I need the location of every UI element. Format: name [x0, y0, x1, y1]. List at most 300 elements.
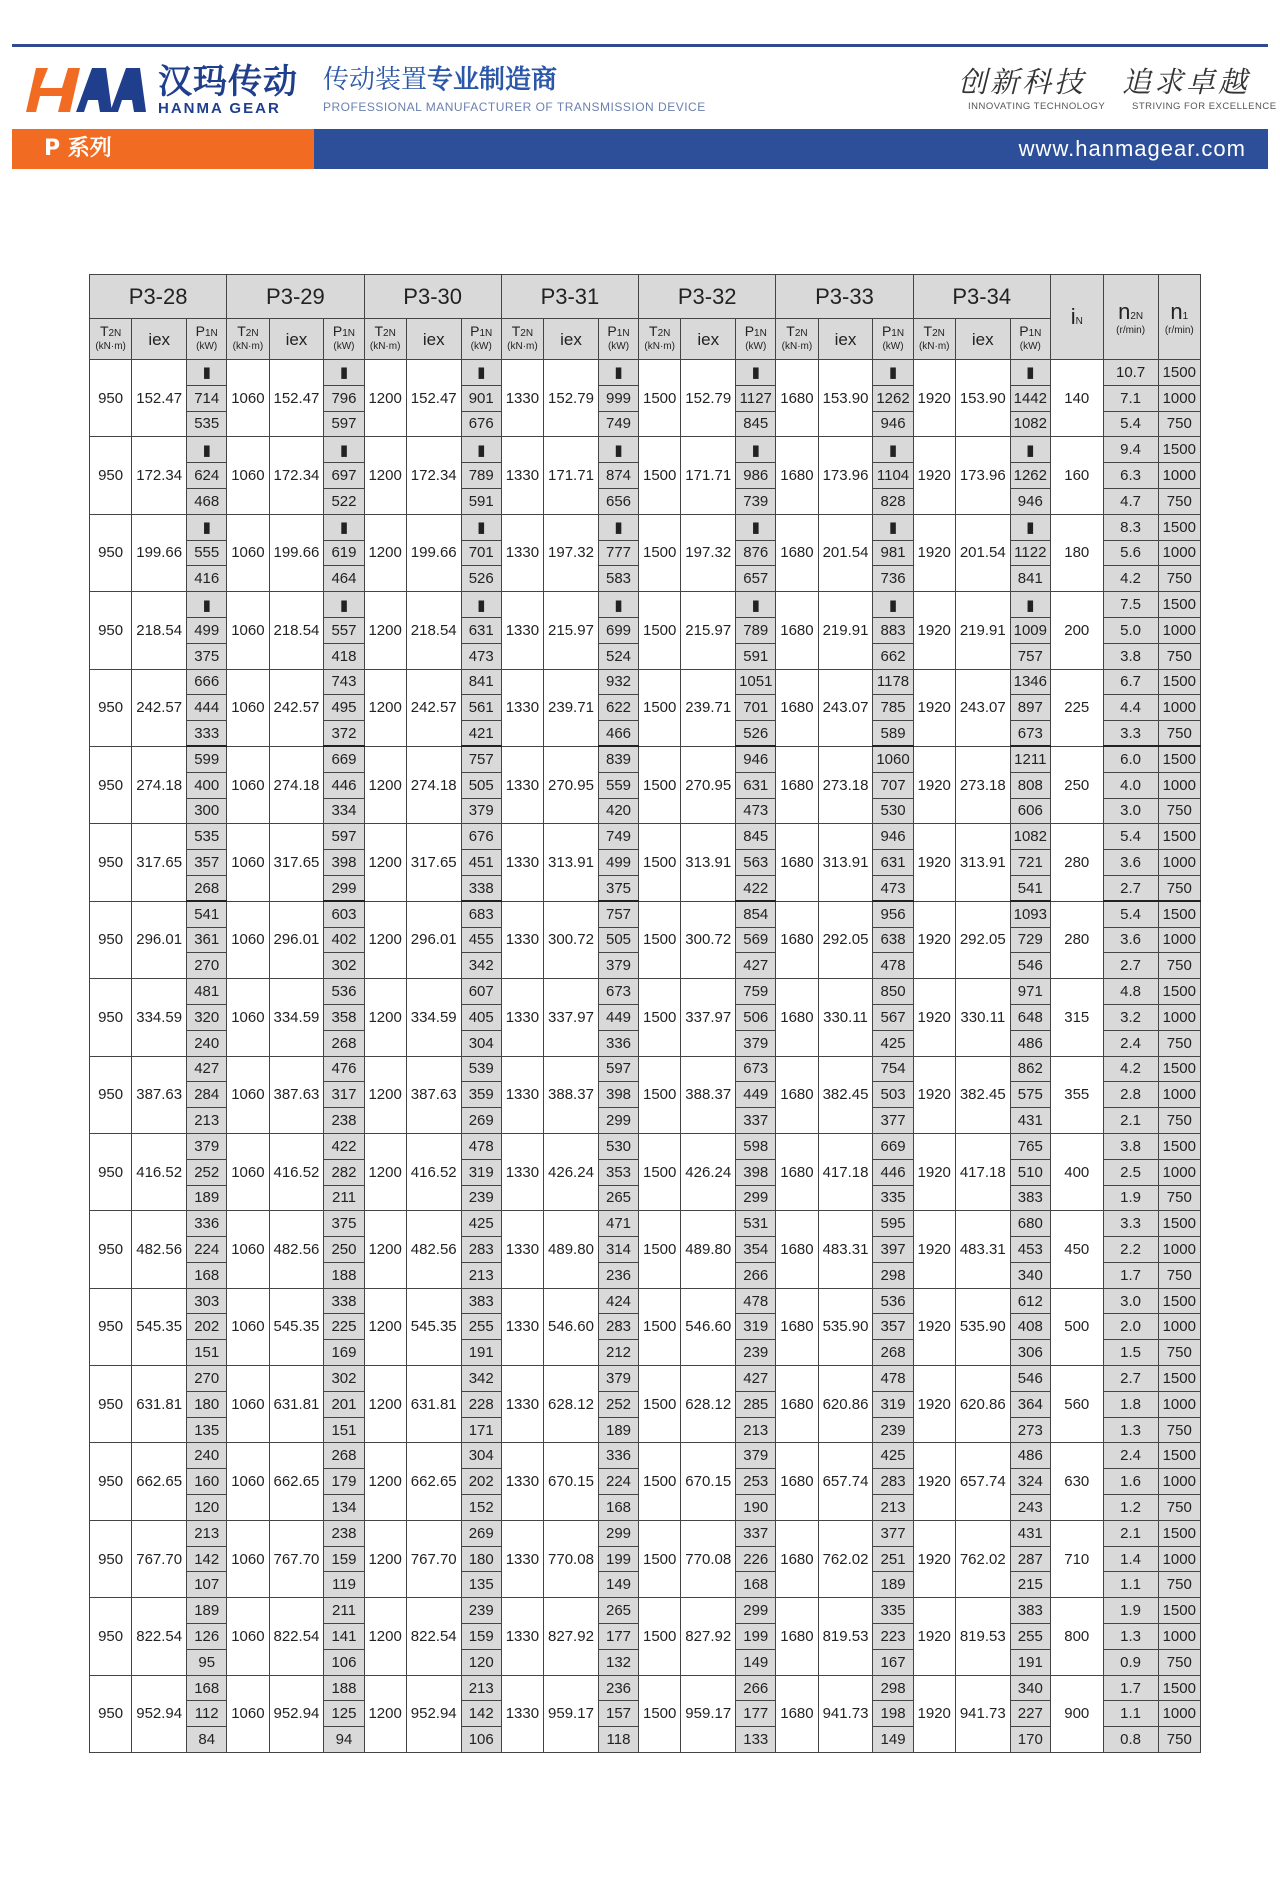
table-row: [90, 979, 1201, 1005]
cell-t2n: 1330: [501, 1598, 543, 1675]
cell-p1n: 255: [1010, 1624, 1050, 1650]
cell-iex: 317.65: [269, 824, 324, 901]
cell-p1n: 400: [187, 772, 227, 798]
cell-p1n: 120: [461, 1649, 501, 1675]
cell-n2n: 2.2: [1103, 1237, 1158, 1263]
cell-iex: 628.12: [544, 1366, 599, 1443]
cell-t2n: 950: [90, 360, 132, 437]
cell-p1n: 250: [324, 1237, 364, 1263]
cell-iex: 382.45: [955, 1056, 1010, 1133]
cell-p1n: 424: [598, 1288, 638, 1314]
cell-t2n: 1920: [913, 1443, 955, 1520]
cell-p1n: 845: [736, 411, 776, 437]
cell-t2n: 1200: [364, 1598, 406, 1675]
cell-p1n: 701: [461, 540, 501, 566]
cell-iex: 199.66: [132, 514, 187, 591]
cell-p1n: 1082: [1010, 411, 1050, 437]
cell-iex: 296.01: [269, 901, 324, 978]
cell-p1n: 213: [461, 1262, 501, 1288]
cell-p1n: 236: [598, 1262, 638, 1288]
cell-p1n: 739: [736, 488, 776, 514]
cell-p1n: 383: [461, 1288, 501, 1314]
cell-t2n: 950: [90, 592, 132, 669]
cell-iex: 416.52: [269, 1133, 324, 1210]
cell-n2n: 2.7: [1103, 953, 1158, 979]
cell-iex: 489.80: [681, 1211, 736, 1288]
cell-iex: 218.54: [406, 592, 461, 669]
cell-t2n: 950: [90, 1443, 132, 1520]
cell-p1n: 126: [187, 1624, 227, 1650]
cell-p1n: 471: [598, 1211, 638, 1237]
cell-iex: 218.54: [269, 592, 324, 669]
cell-p1n: 357: [187, 850, 227, 876]
cell-t2n: 1500: [639, 669, 681, 746]
cell-iex: 382.45: [818, 1056, 873, 1133]
cell-t2n: 1680: [776, 1133, 818, 1210]
cell-p1n: 253: [736, 1469, 776, 1495]
cell-p1n: 189: [598, 1417, 638, 1443]
cell-iex: 239.71: [681, 669, 736, 746]
cell-iex: 274.18: [406, 746, 461, 823]
slogan-innovating-cn: 创新科技: [958, 65, 1087, 99]
cell-p1n: ▮: [736, 437, 776, 463]
cell-iex: 274.18: [132, 746, 187, 823]
cell-p1n: 1009: [1010, 617, 1050, 643]
cell-t2n: 1920: [913, 979, 955, 1056]
cell-t2n: 1680: [776, 514, 818, 591]
cell-n2n: 2.1: [1103, 1520, 1158, 1546]
cell-t2n: 1330: [501, 1675, 543, 1752]
table-row: [90, 901, 1201, 927]
cell-t2n: 950: [90, 1598, 132, 1675]
cell-p1n: 956: [873, 901, 913, 927]
col-iex-header: iex: [955, 319, 1010, 360]
cell-iex: 313.91: [544, 824, 599, 901]
cell-p1n: 874: [598, 463, 638, 489]
cell-t2n: 1680: [776, 437, 818, 514]
col-t2n-header: T2N (kN·m): [364, 319, 406, 360]
cell-p1n: 789: [461, 463, 501, 489]
header-top-rule: [12, 44, 1268, 47]
cell-t2n: 1200: [364, 592, 406, 669]
col-in-header: iN: [1050, 275, 1103, 360]
cell-p1n: 598: [736, 1133, 776, 1159]
tagline-cn-part-b: 专业制造商: [427, 65, 558, 95]
cell-n2n: 3.3: [1103, 721, 1158, 747]
cell-t2n: 1500: [639, 437, 681, 514]
cell-p1n: ▮: [736, 514, 776, 540]
cell-p1n: 971: [1010, 979, 1050, 1005]
cell-n2n: 3.6: [1103, 850, 1158, 876]
cell-p1n: 425: [873, 1443, 913, 1469]
cell-n2n: 1.8: [1103, 1391, 1158, 1417]
cell-iex: 767.70: [269, 1520, 324, 1597]
cell-n2n: 3.0: [1103, 798, 1158, 824]
cell-t2n: 1680: [776, 360, 818, 437]
cell-iex: 313.91: [681, 824, 736, 901]
cell-p1n: 167: [873, 1649, 913, 1675]
cell-p1n: 252: [598, 1391, 638, 1417]
cell-p1n: 699: [598, 617, 638, 643]
cell-t2n: 1680: [776, 1520, 818, 1597]
cell-t2n: 1500: [639, 1056, 681, 1133]
cell-p1n: 359: [461, 1082, 501, 1108]
cell-p1n: 561: [461, 695, 501, 721]
cell-p1n: 631: [461, 617, 501, 643]
cell-p1n: 199: [736, 1624, 776, 1650]
cell-n2n: 4.8: [1103, 979, 1158, 1005]
cell-p1n: 160: [187, 1469, 227, 1495]
cell-iex: 770.08: [544, 1520, 599, 1597]
cell-p1n: 238: [324, 1108, 364, 1134]
cell-p1n: 141: [324, 1624, 364, 1650]
website-link[interactable]: www.hanmagear.com: [1018, 136, 1246, 161]
cell-t2n: 1500: [639, 1133, 681, 1210]
cell-p1n: 1082: [1010, 824, 1050, 850]
cell-p1n: 157: [598, 1701, 638, 1727]
cell-t2n: 1060: [227, 1288, 269, 1365]
cell-p1n: 191: [1010, 1649, 1050, 1675]
cell-n1: 1000: [1158, 695, 1200, 721]
cell-p1n: 251: [873, 1546, 913, 1572]
cell-n2n: 3.8: [1103, 1133, 1158, 1159]
cell-p1n: 638: [873, 927, 913, 953]
cell-p1n: 239: [461, 1185, 501, 1211]
cell-t2n: 1500: [639, 1443, 681, 1520]
cell-p1n: ▮: [461, 592, 501, 618]
cell-p1n: 282: [324, 1159, 364, 1185]
cell-iex: 670.15: [544, 1443, 599, 1520]
col-p1n-header: P1N (kW): [461, 319, 501, 360]
cell-p1n: 383: [1010, 1598, 1050, 1624]
cell-t2n: 1920: [913, 514, 955, 591]
cell-p1n: 319: [461, 1159, 501, 1185]
cell-p1n: 673: [736, 1056, 776, 1082]
cell-t2n: 1200: [364, 1675, 406, 1752]
cell-n1: 1000: [1158, 385, 1200, 411]
cell-p1n: 398: [736, 1159, 776, 1185]
cell-p1n: 408: [1010, 1314, 1050, 1340]
cell-n1: 1500: [1158, 514, 1200, 540]
cell-p1n: 299: [736, 1598, 776, 1624]
cell-p1n: 422: [736, 875, 776, 901]
cell-iex: 172.34: [132, 437, 187, 514]
cell-iex: 952.94: [132, 1675, 187, 1752]
cell-p1n: 599: [187, 746, 227, 772]
cell-iex: 483.31: [955, 1211, 1010, 1288]
col-p1n-header: P1N (kW): [1010, 319, 1050, 360]
cell-p1n: 569: [736, 927, 776, 953]
cell-p1n: 468: [187, 488, 227, 514]
cell-iex: 201.54: [955, 514, 1010, 591]
table-row: [90, 360, 1201, 386]
cell-iex: 767.70: [132, 1520, 187, 1597]
cell-t2n: 1330: [501, 669, 543, 746]
cell-t2n: 1330: [501, 746, 543, 823]
cell-p1n: 536: [324, 979, 364, 1005]
cell-n1: 1000: [1158, 617, 1200, 643]
cell-n1: 750: [1158, 1495, 1200, 1521]
cell-p1n: 159: [324, 1546, 364, 1572]
cell-p1n: 680: [1010, 1211, 1050, 1237]
cell-iex: 827.92: [544, 1598, 599, 1675]
cell-p1n: 416: [187, 566, 227, 592]
cell-in: 280: [1050, 824, 1103, 901]
cell-p1n: 546: [1010, 1366, 1050, 1392]
cell-p1n: 213: [461, 1675, 501, 1701]
cell-n2n: 5.4: [1103, 901, 1158, 927]
cell-t2n: 1200: [364, 1288, 406, 1365]
cell-t2n: 950: [90, 979, 132, 1056]
cell-iex: 172.34: [269, 437, 324, 514]
cell-iex: 199.66: [269, 514, 324, 591]
cell-n1: 750: [1158, 721, 1200, 747]
cell-t2n: 1920: [913, 1056, 955, 1133]
cell-iex: 959.17: [544, 1675, 599, 1752]
cell-p1n: ▮: [187, 514, 227, 540]
cell-n2n: 1.3: [1103, 1417, 1158, 1443]
series-label: P 系列: [44, 136, 112, 161]
spec-table-body: [90, 360, 1201, 1753]
col-p1n-header: P1N (kW): [187, 319, 227, 360]
cell-p1n: 796: [324, 385, 364, 411]
cell-in: 500: [1050, 1288, 1103, 1365]
cell-p1n: 946: [736, 746, 776, 772]
cell-p1n: 583: [598, 566, 638, 592]
cell-t2n: 1500: [639, 1211, 681, 1288]
model-header-p3-29: P3-29: [227, 275, 364, 319]
cell-n2n: 6.7: [1103, 669, 1158, 695]
cell-t2n: 1330: [501, 437, 543, 514]
cell-n2n: 3.0: [1103, 1288, 1158, 1314]
cell-t2n: 1680: [776, 901, 818, 978]
cell-iex: 416.52: [132, 1133, 187, 1210]
cell-p1n: 555: [187, 540, 227, 566]
cell-t2n: 1920: [913, 1520, 955, 1597]
cell-p1n: 268: [324, 1443, 364, 1469]
col-iex-header: iex: [818, 319, 873, 360]
cell-n1: 1000: [1158, 1082, 1200, 1108]
cell-t2n: 1680: [776, 1443, 818, 1520]
cell-iex: 482.56: [406, 1211, 461, 1288]
cell-p1n: 606: [1010, 798, 1050, 824]
cell-n1: 1500: [1158, 1366, 1200, 1392]
cell-iex: 545.35: [269, 1288, 324, 1365]
cell-p1n: 202: [187, 1314, 227, 1340]
cell-n1: 1000: [1158, 1004, 1200, 1030]
cell-p1n: 541: [1010, 875, 1050, 901]
cell-t2n: 1500: [639, 514, 681, 591]
cell-p1n: 631: [873, 850, 913, 876]
header-row-quantities: [90, 319, 1201, 360]
cell-p1n: ▮: [736, 360, 776, 386]
cell-p1n: 270: [187, 953, 227, 979]
cell-t2n: 1060: [227, 437, 269, 514]
cell-iex: 152.47: [269, 360, 324, 437]
cell-p1n: 239: [461, 1598, 501, 1624]
cell-n1: 1500: [1158, 669, 1200, 695]
cell-p1n: ▮: [873, 437, 913, 463]
cell-p1n: 1104: [873, 463, 913, 489]
cell-p1n: 236: [598, 1675, 638, 1701]
cell-p1n: 422: [324, 1133, 364, 1159]
cell-n1: 1500: [1158, 1598, 1200, 1624]
cell-n1: 1000: [1158, 772, 1200, 798]
cell-in: 180: [1050, 514, 1103, 591]
hanma-logo-icon: [22, 60, 150, 116]
cell-p1n: 464: [324, 566, 364, 592]
cell-p1n: ▮: [1010, 360, 1050, 386]
col-t2n-header: T2N (kN·m): [227, 319, 269, 360]
table-row: [90, 1133, 1201, 1159]
cell-t2n: 1330: [501, 1366, 543, 1443]
cell-t2n: 1200: [364, 360, 406, 437]
cell-p1n: 495: [324, 695, 364, 721]
cell-p1n: 1060: [873, 746, 913, 772]
cell-p1n: 334: [324, 798, 364, 824]
cell-n1: 750: [1158, 1185, 1200, 1211]
cell-p1n: 225: [324, 1314, 364, 1340]
cell-t2n: 1060: [227, 1366, 269, 1443]
cell-p1n: 340: [1010, 1675, 1050, 1701]
cell-t2n: 1500: [639, 1366, 681, 1443]
cell-iex: 535.90: [955, 1288, 1010, 1365]
table-row: [90, 1056, 1201, 1082]
cell-iex: 426.24: [544, 1133, 599, 1210]
cell-in: 355: [1050, 1056, 1103, 1133]
cell-iex: 317.65: [406, 824, 461, 901]
model-header-p3-34: P3-34: [913, 275, 1050, 319]
cell-p1n: 676: [461, 824, 501, 850]
cell-n1: 750: [1158, 875, 1200, 901]
cell-t2n: 1500: [639, 1520, 681, 1597]
cell-p1n: 546: [1010, 953, 1050, 979]
cell-p1n: 177: [598, 1624, 638, 1650]
cell-p1n: 358: [324, 1004, 364, 1030]
cell-p1n: 303: [187, 1288, 227, 1314]
cell-iex: 201.54: [818, 514, 873, 591]
cell-p1n: 314: [598, 1237, 638, 1263]
cell-t2n: 1500: [639, 824, 681, 901]
cell-p1n: 451: [461, 850, 501, 876]
cell-p1n: 743: [324, 669, 364, 695]
cell-t2n: 1200: [364, 1211, 406, 1288]
cell-p1n: 180: [461, 1546, 501, 1572]
cell-p1n: 622: [598, 695, 638, 721]
cell-p1n: 575: [1010, 1082, 1050, 1108]
cell-p1n: 302: [324, 1366, 364, 1392]
cell-t2n: 1920: [913, 437, 955, 514]
cell-iex: 218.54: [132, 592, 187, 669]
cell-n2n: 1.7: [1103, 1675, 1158, 1701]
cell-p1n: ▮: [873, 592, 913, 618]
cell-p1n: 304: [461, 1030, 501, 1056]
cell-in: 400: [1050, 1133, 1103, 1210]
cell-p1n: 444: [187, 695, 227, 721]
cell-p1n: 999: [598, 385, 638, 411]
cell-t2n: 1920: [913, 824, 955, 901]
cell-p1n: 591: [461, 488, 501, 514]
cell-p1n: 526: [736, 721, 776, 747]
cell-p1n: 212: [598, 1340, 638, 1366]
cell-p1n: 169: [324, 1340, 364, 1366]
cell-n2n: 4.2: [1103, 566, 1158, 592]
cell-iex: 330.11: [818, 979, 873, 1056]
cell-p1n: 375: [187, 643, 227, 669]
cell-iex: 483.31: [818, 1211, 873, 1288]
cell-p1n: 662: [873, 643, 913, 669]
tagline-en: PROFESSIONAL MANUFACTURER OF TRANSMISSION DEVICE: [323, 100, 706, 114]
cell-p1n: 364: [1010, 1391, 1050, 1417]
cell-p1n: 1211: [1010, 746, 1050, 772]
cell-iex: 819.53: [955, 1598, 1010, 1675]
cell-p1n: 266: [736, 1675, 776, 1701]
cell-in: 200: [1050, 592, 1103, 669]
cell-t2n: 950: [90, 824, 132, 901]
cell-p1n: 597: [324, 824, 364, 850]
cell-n1: 1500: [1158, 979, 1200, 1005]
cell-iex: 292.05: [818, 901, 873, 978]
cell-p1n: 499: [598, 850, 638, 876]
cell-t2n: 950: [90, 1366, 132, 1443]
cell-n2n: 1.4: [1103, 1546, 1158, 1572]
cell-t2n: 1200: [364, 437, 406, 514]
col-p1n-header: P1N (kW): [324, 319, 364, 360]
cell-p1n: 319: [736, 1314, 776, 1340]
cell-p1n: 1093: [1010, 901, 1050, 927]
cell-iex: 153.90: [955, 360, 1010, 437]
cell-p1n: 425: [461, 1211, 501, 1237]
cell-t2n: 1060: [227, 1675, 269, 1752]
cell-p1n: 897: [1010, 695, 1050, 721]
cell-p1n: 266: [736, 1262, 776, 1288]
cell-t2n: 1920: [913, 1598, 955, 1675]
cell-n1: 1500: [1158, 1675, 1200, 1701]
cell-p1n: 340: [1010, 1262, 1050, 1288]
cell-n2n: 1.2: [1103, 1495, 1158, 1521]
cell-n1: 1500: [1158, 824, 1200, 850]
cell-t2n: 1500: [639, 979, 681, 1056]
cell-n1: 1000: [1158, 540, 1200, 566]
cell-in: 630: [1050, 1443, 1103, 1520]
cell-p1n: 453: [1010, 1237, 1050, 1263]
cell-p1n: 168: [187, 1675, 227, 1701]
cell-n2n: 1.5: [1103, 1340, 1158, 1366]
cell-p1n: 765: [1010, 1133, 1050, 1159]
cell-iex: 546.60: [544, 1288, 599, 1365]
slogan-striving-cn: 追求卓越: [1122, 65, 1251, 99]
cell-t2n: 1330: [501, 1133, 543, 1210]
cell-iex: 242.57: [406, 669, 461, 746]
cell-p1n: 189: [187, 1598, 227, 1624]
col-t2n-header: T2N (kN·m): [913, 319, 955, 360]
model-header-p3-33: P3-33: [776, 275, 913, 319]
cell-t2n: 1680: [776, 1211, 818, 1288]
cell-p1n: 201: [324, 1391, 364, 1417]
cell-p1n: 1178: [873, 669, 913, 695]
cell-iex: 313.91: [955, 824, 1010, 901]
cell-p1n: 420: [598, 798, 638, 824]
cell-iex: 941.73: [955, 1675, 1010, 1752]
cell-p1n: 142: [461, 1701, 501, 1727]
cell-n1: 750: [1158, 1727, 1200, 1753]
col-p1n-header: P1N (kW): [873, 319, 913, 360]
cell-iex: 387.63: [406, 1056, 461, 1133]
cell-p1n: 808: [1010, 772, 1050, 798]
cell-p1n: 268: [873, 1340, 913, 1366]
cell-p1n: 431: [1010, 1520, 1050, 1546]
cell-p1n: 597: [598, 1056, 638, 1082]
